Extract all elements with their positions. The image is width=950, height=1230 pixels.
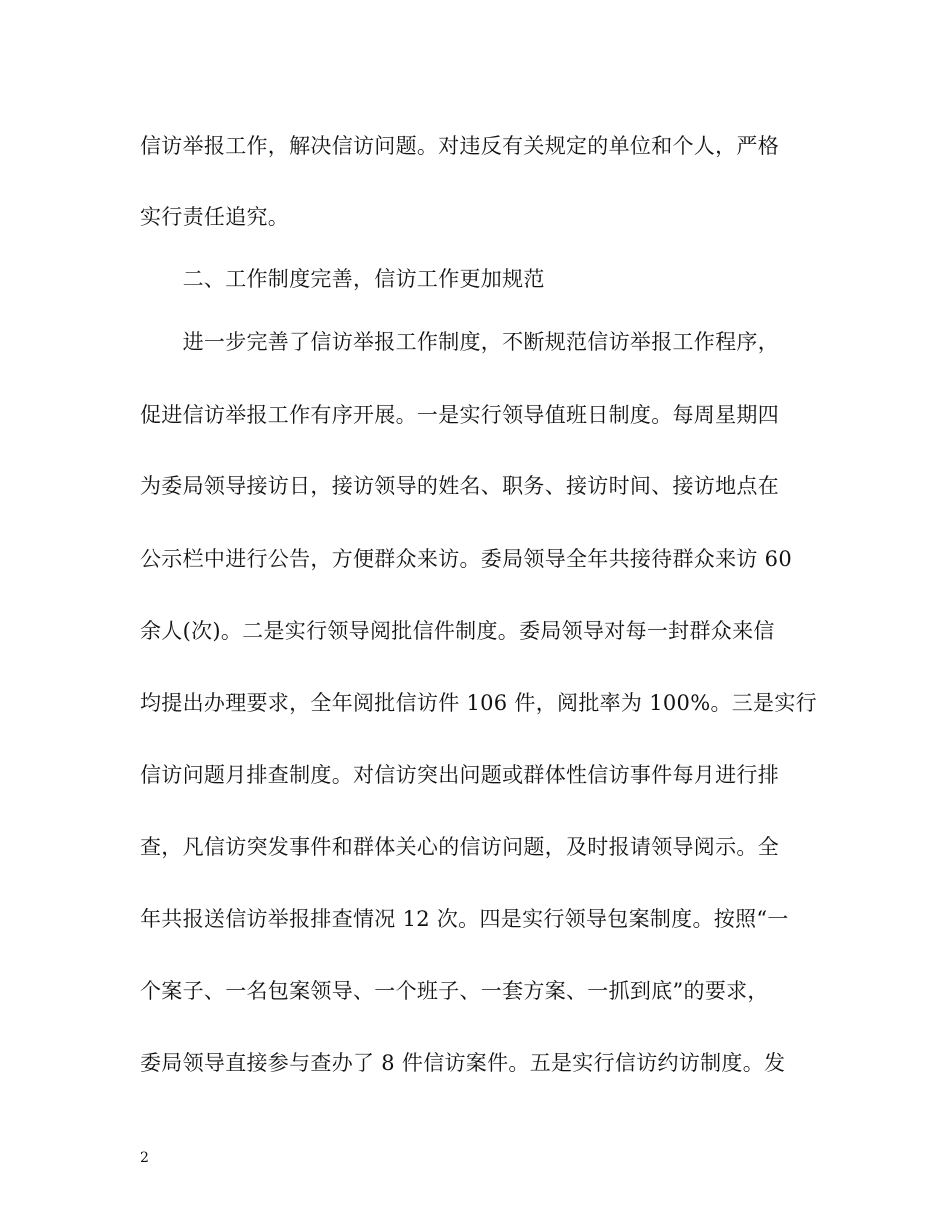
body-text-line: 实行责任追究。 bbox=[140, 205, 290, 229]
body-text-line: 信访举报工作，解决信访问题。对违反有关规定的单位和个人，严格 bbox=[140, 134, 779, 158]
body-text-line: 信访问题月排查制度。对信访突出问题或群体性信访事件每月进行排 bbox=[140, 763, 779, 787]
page-number: 2 bbox=[140, 1150, 149, 1166]
body-text-line: 年共报送信访举报排查情况 12 次。四是实行领导包案制度。按照“一 bbox=[140, 907, 789, 931]
body-text-line: 公示栏中进行公告，方便群众来访。委局领导全年共接待群众来访 60 bbox=[140, 547, 792, 571]
body-text-line: 查，凡信访突发事件和群体关心的信访问题，及时报请领导阅示。全 bbox=[140, 835, 779, 859]
body-text-line: 促进信访举报工作有序开展。一是实行领导值班日制度。每周星期四 bbox=[140, 403, 779, 427]
section-heading: 二、工作制度完善，信访工作更加规范 bbox=[140, 267, 545, 291]
body-text-line: 为委局领导接访日，接访领导的姓名、职务、接访时间、接访地点在 bbox=[140, 474, 779, 498]
body-text-line: 进一步完善了信访举报工作制度，不断规范信访举报工作程序， bbox=[140, 330, 779, 354]
body-text-line: 余人(次)。二是实行领导阅批信件制度。委局领导对每一封群众来信 bbox=[140, 619, 775, 643]
body-text-line: 个案子、一名包案领导、一个班子、一套方案、一抓到底”的要求， bbox=[140, 979, 769, 1003]
body-text-line: 委局领导直接参与查办了 8 件信访案件。五是实行信访约访制度。发 bbox=[140, 1051, 786, 1075]
body-text-line: 均提出办理要求，全年阅批信访件 106 件，阅批率为 100%。三是实行 bbox=[140, 691, 817, 715]
